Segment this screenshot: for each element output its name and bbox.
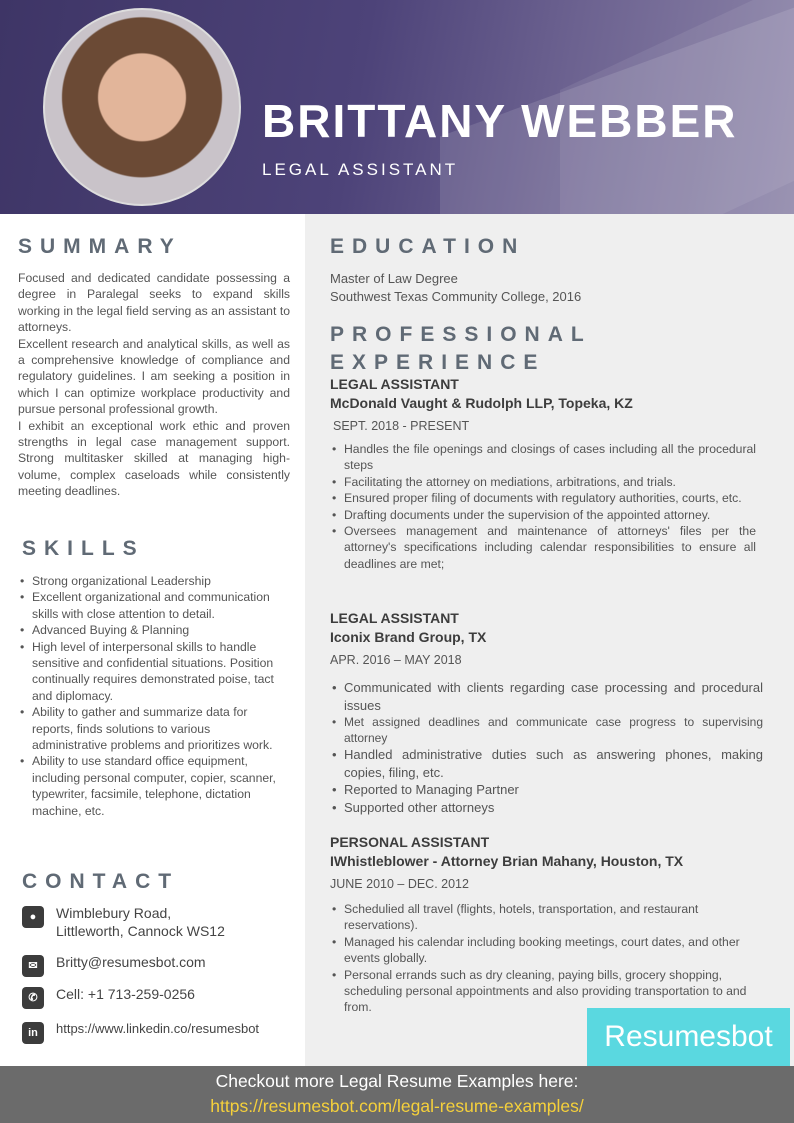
contact-email [22,953,206,977]
email-link[interactable]: Britty@resumesbot.com [56,954,206,970]
contact-phone [22,985,195,1009]
job-bullet: • Reported to Managing Partner [330,781,763,799]
summary-text [18,270,290,500]
job-company: IWhistleblower - Attorney Brian Mahany, Houston, TX [330,853,684,869]
job-bullet: • Handles the file openings and closings of cases including all the procedural steps [330,441,756,474]
resumesbot-logo[interactable]: Resumesbot [587,1008,790,1066]
job-bullets [330,441,756,572]
job-bullet: • Handled administrative duties such as answering phones, making copies, filing, etc. [330,746,763,781]
job-title: LEGAL ASSISTANT [330,610,459,626]
summary-heading: SUMMARY [18,235,182,258]
candidate-role: LEGAL ASSISTANT [262,160,459,179]
skill-item: • Strong organizational Leadership [18,573,286,589]
job-bullet: • Managed his calendar including booking meetings, court dates, and other events globally. [330,934,756,967]
job-entry [330,834,756,1016]
envelope-icon: ✉ [22,955,44,977]
job-date: SEPT. 2018 - PRESENT [333,419,470,433]
job-company: McDonald Vaught & Rudolph LLP, Topeka, KZ [330,395,633,411]
job-bullet: • Communicated with clients regarding case processing and procedural issues [330,679,763,714]
skills-list [18,573,286,819]
summary-paragraph: I exhibit an exceptional work ethic and proven strengths in legal case management support. Strong multitasker skilled at managing high-volume, complex caseloads while consistently meeting deadlines. [18,418,290,499]
experience-heading [330,321,592,377]
header-banner [0,0,794,214]
summary-paragraph: Excellent research and analytical skills, as well as a comprehensive knowledge of compliance and regulatory guidelines. I am seeking a position in which I can optimize workplace productivity and pursue personal professional growth. [18,336,290,417]
contact-address [22,904,225,940]
phone-number: Cell: +1 713-259-0256 [56,986,195,1002]
education-heading: EDUCATION [330,235,526,258]
job-bullets [330,679,763,816]
degree: Master of Law Degree [330,271,458,286]
skill-item: • Advanced Buying & Planning [18,622,286,638]
job-title: LEGAL ASSISTANT [330,376,459,392]
job-bullet: • Schedulied all travel (flights, hotels, transportation, and restaurant reservations). [330,901,756,934]
address-line: Wimblebury Road, [56,905,172,921]
job-title: PERSONAL ASSISTANT [330,834,490,850]
linkedin-icon: in [22,1022,44,1044]
job-bullets [330,901,756,1016]
school: Southwest Texas Community College, 2016 [330,289,582,304]
experience-heading-line: EXPERIENCE [330,351,546,374]
skill-item: • Ability to gather and summarize data for reports, finds solutions to various administrative problems and prioritizes work. [18,704,286,753]
job-bullet: • Supported other attorneys [330,799,763,817]
footer-link[interactable]: https://resumesbot.com/legal-resume-examples/ [210,1096,584,1116]
profile-photo [43,8,241,206]
job-company: Iconix Brand Group, TX [330,629,487,645]
location-pin-icon: ● [22,906,44,928]
job-bullet: • Oversees management and maintenance of attorneys' files per the attorney's specifications including calendar responsibilities to ensure all deadlines are met; [330,523,756,572]
footer-text: Checkout more Legal Resume Examples here: [215,1071,579,1091]
skills-heading: SKILLS [22,537,145,560]
contact-linkedin [22,1020,259,1044]
education-entry [330,270,581,306]
job-bullet: • Ensured proper filing of documents with regulatory authorities, courts, etc. [330,490,756,506]
phone-icon: ✆ [22,987,44,1009]
candidate-name: BRITTANY WEBBER [262,95,738,147]
skill-item: • Ability to use standard office equipment, including personal computer, copier, scanner, typewriter, facsimile, telephone, dictation machine, etc. [18,753,286,819]
address-line: Littleworth, Cannock WS12 [56,923,225,939]
job-entry [330,610,763,816]
experience-heading-line: PROFESSIONAL [330,323,592,346]
footer-banner [0,1066,794,1123]
job-bullet: • Facilitating the attorney on mediations, arbitrations, and trials. [330,474,756,490]
skill-item: • Excellent organizational and communication skills with close attention to detail. [18,589,286,622]
job-date: APR. 2016 – MAY 2018 [330,653,462,667]
linkedin-link[interactable]: https://www.linkedin.co/resumesbot [56,1021,260,1036]
contact-heading: CONTACT [22,870,180,893]
job-bullet: • Met assigned deadlines and communicate case progress to supervising attorney [330,714,763,746]
summary-paragraph: Focused and dedicated candidate possessing a degree in Paralegal seeks to expand skills working in the legal field serving as an assistant to attorneys. [18,271,290,335]
job-bullet: • Personal errands such as dry cleaning, paying bills, grocery shopping, scheduling personal appointments and also providing transportation to and from. [330,967,756,1016]
skill-item: • High level of interpersonal skills to handle sensitive and confidential situations. Position continually requires demonstrated poise, tact and diplomacy. [18,639,286,705]
job-date: JUNE 2010 – DEC. 2012 [330,877,469,891]
job-entry [330,376,756,572]
job-bullet: • Drafting documents under the supervision of the appointed attorney. [330,507,756,523]
